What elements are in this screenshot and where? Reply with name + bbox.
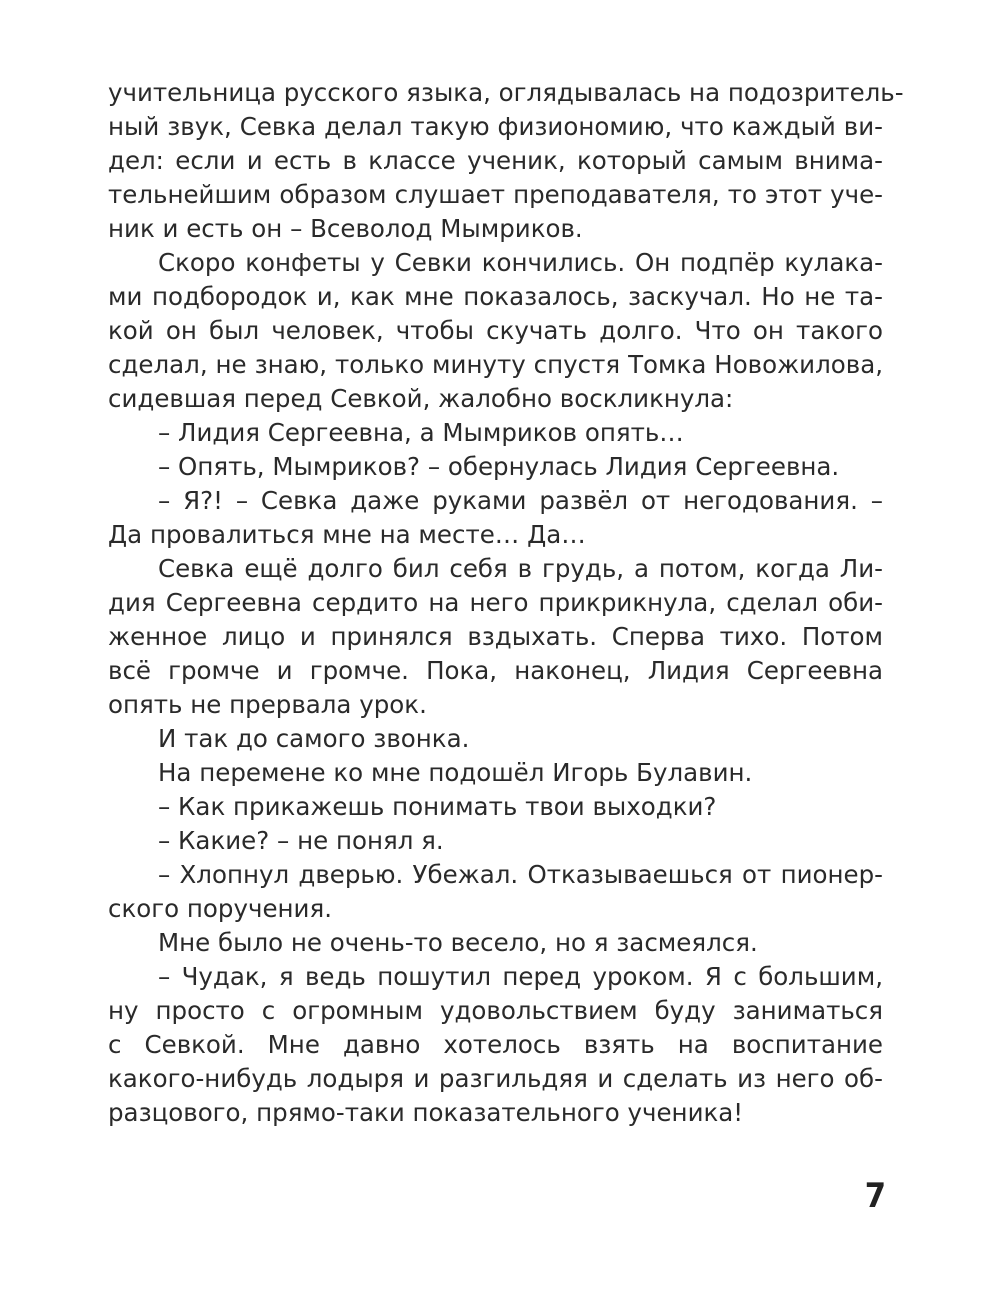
text-line: с Севкой. Мне давно хотелось взять на воспитание	[108, 1030, 883, 1059]
text-line: учительница русского языка, оглядывалась на подозритель-	[108, 78, 904, 107]
text-line: Скоро конфеты у Севки кончились. Он подпёр кулака-	[158, 248, 883, 277]
text-line: – Хлопнул дверью. Убежал. Отказываешься от пионер-	[158, 860, 883, 889]
text-line: дел: если и есть в классе ученик, который самым внима-	[108, 146, 883, 175]
text-line: – Я?! – Севка даже руками развёл от негодования. –	[158, 486, 883, 515]
text-line: дия Сергеевна сердито на него прикрикнула, сделал оби-	[108, 588, 883, 617]
text-line: На перемене ко мне подошёл Игорь Булавин.	[158, 758, 753, 787]
text-line: опять не прервала урок.	[108, 690, 427, 719]
text-line: – Как прикажешь понимать твои выходки?	[158, 792, 717, 821]
text-line: – Опять, Мымриков? – обернулась Лидия Сергеевна.	[158, 452, 840, 481]
text-line: разцового, прямо-таки показательного ученика!	[108, 1098, 744, 1127]
body-text	[108, 76, 904, 1130]
text-line: тельнейшим образом слушает преподавателя, то этот уче-	[108, 180, 883, 209]
text-line: ный звук, Севка делал такую физиономию, что каждый ви-	[108, 112, 883, 141]
text-line: сидевшая перед Севкой, жалобно воскликнула:	[108, 384, 734, 413]
text-line: женное лицо и принялся вздыхать. Сперва тихо. Потом	[108, 622, 883, 651]
page-number: 7	[864, 1176, 886, 1216]
text-line: – Какие? – не понял я.	[158, 826, 444, 855]
text-line: – Лидия Сергеевна, а Мымриков опять…	[158, 418, 684, 447]
text-line: ник и есть он – Всеволод Мымриков.	[108, 214, 583, 243]
text-line: ми подбородок и, как мне показалось, заскучал. Но не та-	[108, 282, 883, 311]
text-line: сделал, не знаю, только минуту спустя Томка Новожилова,	[108, 350, 883, 379]
text-line: какого-нибудь лодыря и разгильдяя и сделать из него об-	[108, 1064, 883, 1093]
text-line: всё громче и громче. Пока, наконец, Лидия Сергеевна	[108, 656, 883, 685]
text-line: И так до самого звонка.	[158, 724, 470, 753]
text-line: Мне было не очень-то весело, но я засмеялся.	[158, 928, 758, 957]
text-line: Севка ещё долго бил себя в грудь, а потом, когда Ли-	[158, 554, 883, 583]
text-line: кой он был человек, чтобы скучать долго. Что он такого	[108, 316, 883, 345]
text-line: ну просто с огромным удовольствием буду заниматься	[108, 996, 883, 1025]
text-line: Да провалиться мне на месте… Да…	[108, 520, 586, 549]
text-line: ского поручения.	[108, 894, 332, 923]
text-line: – Чудак, я ведь пошутил перед уроком. Я с большим,	[158, 962, 883, 991]
